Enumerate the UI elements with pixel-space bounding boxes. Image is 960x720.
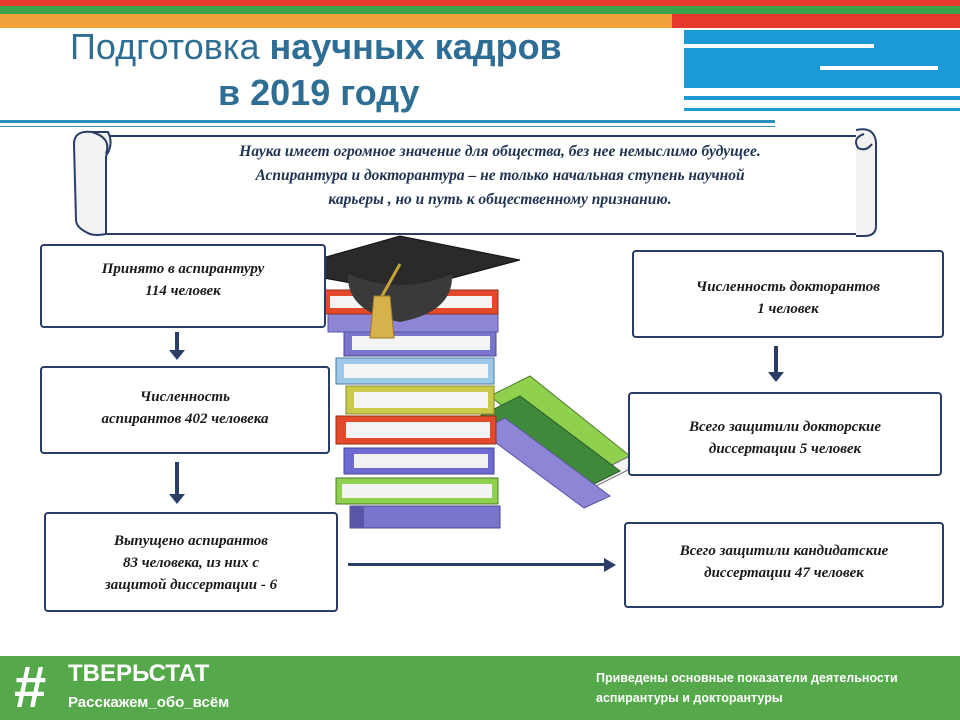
title-year: в 2019 году xyxy=(218,72,420,113)
doctoral-defended-line-1: Всего защитили докторские xyxy=(689,419,881,435)
footer-note-line-2: аспирантуры и докторантуры xyxy=(596,691,783,705)
quote-line-2: Аспирантура и докторантура – не только начальная ступень научной xyxy=(255,167,745,184)
brand-name: ТВЕРЬСТАТ xyxy=(68,660,210,687)
hashtag-icon: # xyxy=(14,655,47,720)
decor-blue-line xyxy=(684,96,960,100)
decor-blue-line xyxy=(684,108,960,111)
admitted-value: 114 человек xyxy=(145,283,221,299)
postgrad-count-box xyxy=(40,366,330,454)
brand-slogan: Расскажем_обо_всём xyxy=(68,694,230,711)
decor-blue-block xyxy=(684,30,960,88)
candidate-defended-line-1: Всего защитили кандидатские xyxy=(679,543,889,559)
decor-white-line xyxy=(820,66,938,70)
quote-line-3: карьеры , но и путь к общественному признанию. xyxy=(328,191,672,208)
graduated-box xyxy=(44,512,338,612)
doctoral-count-label: Численность докторантов xyxy=(696,279,880,295)
down-arrow-icon xyxy=(774,346,778,374)
decor-white-line xyxy=(684,44,874,48)
arrowhead-icon xyxy=(169,350,185,360)
doctoral-defended-box xyxy=(628,392,942,476)
arrowhead-icon xyxy=(169,494,185,504)
quote-text xyxy=(120,140,880,212)
page-title xyxy=(70,24,630,116)
footer-note-line-1: Приведены основные показатели деятельности xyxy=(596,671,898,685)
candidate-defended-box xyxy=(624,522,944,608)
top-stripe-green xyxy=(0,6,960,14)
footer-note xyxy=(596,668,946,708)
postgrad-count-label: Численность xyxy=(140,389,230,405)
down-arrow-icon xyxy=(175,332,179,352)
quote-line-1: Наука имеет огромное значение для общества, без нее немыслимо будущее. xyxy=(239,143,761,160)
title-bold: научных кадров xyxy=(269,26,562,67)
title-regular: Подготовка xyxy=(70,26,270,67)
graduated-line-2: 83 человека, из них с xyxy=(122,555,260,571)
doctoral-defended-line-2: диссертации 5 человек xyxy=(708,441,862,457)
title-underline xyxy=(0,120,775,123)
doctoral-count-value: 1 человек xyxy=(757,301,819,317)
arrowhead-icon xyxy=(604,558,616,572)
graduated-line-1: Выпущено аспирантов xyxy=(114,533,268,549)
arrowhead-icon xyxy=(768,372,784,382)
admitted-box xyxy=(40,244,326,328)
graduated-line-3: защитой диссертации - 6 xyxy=(104,577,278,593)
admitted-label: Принято в аспирантуру xyxy=(101,261,265,277)
postgrad-count-value: аспирантов 402 человека xyxy=(101,411,269,427)
down-arrow-icon xyxy=(175,462,179,496)
top-stripe-red-right xyxy=(672,14,960,28)
doctoral-count-box xyxy=(632,250,944,338)
candidate-defended-line-2: диссертации 47 человек xyxy=(704,565,864,581)
right-arrow-icon xyxy=(348,563,606,566)
